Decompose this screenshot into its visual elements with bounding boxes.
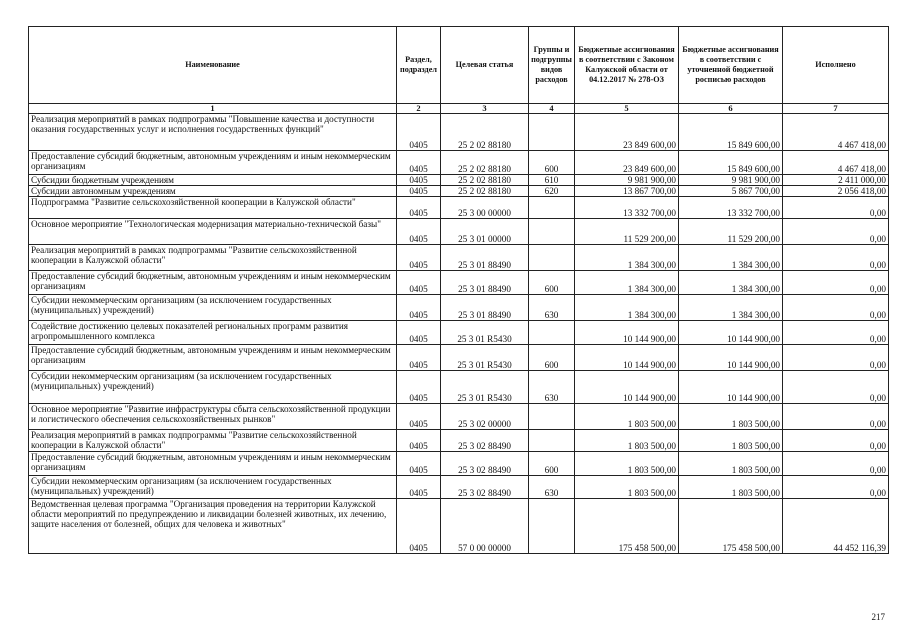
cell-law: 1 803 500,00	[575, 404, 679, 430]
cell-group	[529, 219, 575, 245]
column-number: 6	[679, 104, 783, 114]
header-target: Целевая статья	[441, 27, 529, 104]
cell-section: 0405	[397, 175, 441, 186]
cell-target: 25 3 02 88490	[441, 476, 529, 499]
header-executed: Исполнено	[783, 27, 889, 104]
table-row	[29, 430, 889, 452]
cell-name: Реализация мероприятий в рамках подпрограммы "Повышение качества и доступности оказания государственных услуг и исполнения государственных функций"	[29, 114, 397, 151]
cell-group: 600	[529, 345, 575, 371]
table-row	[29, 219, 889, 245]
cell-section: 0405	[397, 430, 441, 452]
cell-group	[529, 245, 575, 271]
cell-refined: 1 803 500,00	[679, 476, 783, 499]
cell-group: 610	[529, 175, 575, 186]
cell-target: 25 3 01 R5430	[441, 371, 529, 404]
cell-law: 9 981 900,00	[575, 175, 679, 186]
cell-refined: 10 144 900,00	[679, 321, 783, 345]
cell-target: 25 3 01 88490	[441, 295, 529, 321]
cell-group: 630	[529, 295, 575, 321]
cell-target: 25 3 02 88490	[441, 430, 529, 452]
cell-group	[529, 430, 575, 452]
cell-refined: 5 867 700,00	[679, 186, 783, 197]
cell-name: Основное мероприятие "Развитие инфраструктуры сбыта сельскохозяйственной продукции и логистического обеспечения сельскохозяйственных рынков"	[29, 404, 397, 430]
cell-law: 1 803 500,00	[575, 430, 679, 452]
cell-target: 25 2 02 88180	[441, 175, 529, 186]
cell-name: Подпрограмма "Развитие сельскохозяйственной кооперации в Калужской области"	[29, 197, 397, 219]
cell-refined: 1 803 500,00	[679, 452, 783, 476]
cell-name: Содействие достижению целевых показателей региональных программ развития агропромышленного комплекса	[29, 321, 397, 345]
cell-law: 10 144 900,00	[575, 321, 679, 345]
cell-target: 25 3 01 R5430	[441, 345, 529, 371]
table-row	[29, 245, 889, 271]
table-row	[29, 271, 889, 295]
cell-name: Предоставление субсидий бюджетным, автономным учреждениям и иным некоммерческим организациям	[29, 345, 397, 371]
cell-law: 13 867 700,00	[575, 186, 679, 197]
cell-executed: 0,00	[783, 371, 889, 404]
header-name: Наименование	[29, 27, 397, 104]
cell-section: 0405	[397, 371, 441, 404]
cell-law: 1 803 500,00	[575, 452, 679, 476]
cell-target: 25 3 01 88490	[441, 271, 529, 295]
cell-executed: 0,00	[783, 476, 889, 499]
cell-refined: 1 803 500,00	[679, 430, 783, 452]
cell-group	[529, 114, 575, 151]
cell-section: 0405	[397, 295, 441, 321]
cell-refined: 1 384 300,00	[679, 245, 783, 271]
cell-executed: 0,00	[783, 430, 889, 452]
cell-refined: 175 458 500,00	[679, 499, 783, 554]
cell-name: Реализация мероприятий в рамках подпрограммы "Развитие сельскохозяйственной кооперации в Калужской области"	[29, 430, 397, 452]
cell-group	[529, 499, 575, 554]
table-row	[29, 151, 889, 175]
column-number: 7	[783, 104, 889, 114]
table-row	[29, 452, 889, 476]
cell-law: 175 458 500,00	[575, 499, 679, 554]
page-number: 217	[871, 612, 885, 622]
cell-executed: 0,00	[783, 245, 889, 271]
table-row	[29, 499, 889, 554]
cell-target: 25 2 02 88180	[441, 186, 529, 197]
table-header-row	[29, 27, 889, 104]
cell-target: 25 3 00 00000	[441, 197, 529, 219]
column-number: 1	[29, 104, 397, 114]
cell-executed: 0,00	[783, 219, 889, 245]
cell-executed: 2 411 000,00	[783, 175, 889, 186]
cell-refined: 9 981 900,00	[679, 175, 783, 186]
cell-executed: 0,00	[783, 404, 889, 430]
cell-target: 57 0 00 00000	[441, 499, 529, 554]
cell-target: 25 3 01 00000	[441, 219, 529, 245]
cell-target: 25 3 01 R5430	[441, 321, 529, 345]
cell-name: Субсидии некоммерческим организациям (за исключением государственных (муниципальных) учреждений)	[29, 295, 397, 321]
cell-name: Основное мероприятие "Технологическая модернизация материально-технической базы"	[29, 219, 397, 245]
cell-target: 25 2 02 88180	[441, 114, 529, 151]
column-numbers-row	[29, 104, 889, 114]
cell-refined: 10 144 900,00	[679, 345, 783, 371]
cell-refined: 10 144 900,00	[679, 371, 783, 404]
cell-name: Субсидии некоммерческим организациям (за исключением государственных (муниципальных) учреждений)	[29, 476, 397, 499]
cell-executed: 0,00	[783, 345, 889, 371]
cell-section: 0405	[397, 219, 441, 245]
cell-section: 0405	[397, 186, 441, 197]
cell-refined: 1 803 500,00	[679, 404, 783, 430]
cell-refined: 15 849 600,00	[679, 114, 783, 151]
cell-name: Субсидии некоммерческим организациям (за исключением государственных (муниципальных) учреждений)	[29, 371, 397, 404]
column-number: 5	[575, 104, 679, 114]
cell-section: 0405	[397, 151, 441, 175]
cell-executed: 0,00	[783, 271, 889, 295]
table-row	[29, 476, 889, 499]
cell-refined: 11 529 200,00	[679, 219, 783, 245]
cell-executed: 2 056 418,00	[783, 186, 889, 197]
header-law: Бюджетные ассигнования в соответствии с Законом Калужской области от 04.12.2017 № 278-ОЗ	[575, 27, 679, 104]
cell-group: 630	[529, 371, 575, 404]
cell-group: 600	[529, 271, 575, 295]
cell-name: Предоставление субсидий бюджетным, автономным учреждениям и иным некоммерческим организациям	[29, 271, 397, 295]
cell-law: 11 529 200,00	[575, 219, 679, 245]
cell-executed: 4 467 418,00	[783, 114, 889, 151]
cell-law: 23 849 600,00	[575, 114, 679, 151]
cell-section: 0405	[397, 245, 441, 271]
cell-target: 25 3 02 88490	[441, 452, 529, 476]
cell-target: 25 2 02 88180	[441, 151, 529, 175]
cell-executed: 0,00	[783, 295, 889, 321]
cell-executed: 44 452 116,39	[783, 499, 889, 554]
cell-name: Субсидии бюджетным учреждениям	[29, 175, 397, 186]
cell-law: 13 332 700,00	[575, 197, 679, 219]
cell-section: 0405	[397, 452, 441, 476]
table-row	[29, 175, 889, 186]
cell-law: 1 384 300,00	[575, 271, 679, 295]
cell-section: 0405	[397, 114, 441, 151]
cell-name: Предоставление субсидий бюджетным, автономным учреждениям и иным некоммерческим организациям	[29, 452, 397, 476]
column-number: 3	[441, 104, 529, 114]
cell-group: 630	[529, 476, 575, 499]
cell-refined: 1 384 300,00	[679, 271, 783, 295]
cell-name: Субсидии автономным учреждениям	[29, 186, 397, 197]
cell-group	[529, 197, 575, 219]
table-row	[29, 371, 889, 404]
cell-section: 0405	[397, 404, 441, 430]
column-number: 4	[529, 104, 575, 114]
cell-group	[529, 404, 575, 430]
table-row	[29, 295, 889, 321]
cell-section: 0405	[397, 321, 441, 345]
cell-group: 620	[529, 186, 575, 197]
cell-section: 0405	[397, 197, 441, 219]
cell-target: 25 3 02 00000	[441, 404, 529, 430]
header-refined: Бюджетные ассигнования в соответствии с уточненной бюджетной росписью расходов	[679, 27, 783, 104]
table-row	[29, 321, 889, 345]
cell-name: Реализация мероприятий в рамках подпрограммы "Развитие сельскохозяйственной кооперации в Калужской области"	[29, 245, 397, 271]
cell-executed: 0,00	[783, 197, 889, 219]
cell-law: 1 803 500,00	[575, 476, 679, 499]
cell-section: 0405	[397, 271, 441, 295]
cell-law: 10 144 900,00	[575, 345, 679, 371]
cell-refined: 1 384 300,00	[679, 295, 783, 321]
cell-executed: 4 467 418,00	[783, 151, 889, 175]
cell-section: 0405	[397, 476, 441, 499]
cell-refined: 13 332 700,00	[679, 197, 783, 219]
cell-section: 0405	[397, 345, 441, 371]
cell-target: 25 3 01 88490	[441, 245, 529, 271]
cell-law: 23 849 600,00	[575, 151, 679, 175]
column-number: 2	[397, 104, 441, 114]
cell-section: 0405	[397, 499, 441, 554]
header-groups: Группы и подгруппы видов расходов	[529, 27, 575, 104]
header-section: Раздел, подраздел	[397, 27, 441, 104]
table-row	[29, 404, 889, 430]
cell-law: 10 144 900,00	[575, 371, 679, 404]
budget-table	[28, 26, 889, 554]
cell-group: 600	[529, 151, 575, 175]
cell-group	[529, 321, 575, 345]
cell-name: Ведомственная целевая программа "Организация проведения на территории Калужской области мероприятий по предупреждению и ликвидации болезней животных, их лечению, защите населения от болезней, общих для человека и животных"	[29, 499, 397, 554]
cell-law: 1 384 300,00	[575, 295, 679, 321]
cell-executed: 0,00	[783, 452, 889, 476]
table-row	[29, 197, 889, 219]
cell-refined: 15 849 600,00	[679, 151, 783, 175]
table-row	[29, 186, 889, 197]
cell-law: 1 384 300,00	[575, 245, 679, 271]
table-row	[29, 114, 889, 151]
cell-group: 600	[529, 452, 575, 476]
table-row	[29, 345, 889, 371]
cell-name: Предоставление субсидий бюджетным, автономным учреждениям и иным некоммерческим организациям	[29, 151, 397, 175]
cell-executed: 0,00	[783, 321, 889, 345]
